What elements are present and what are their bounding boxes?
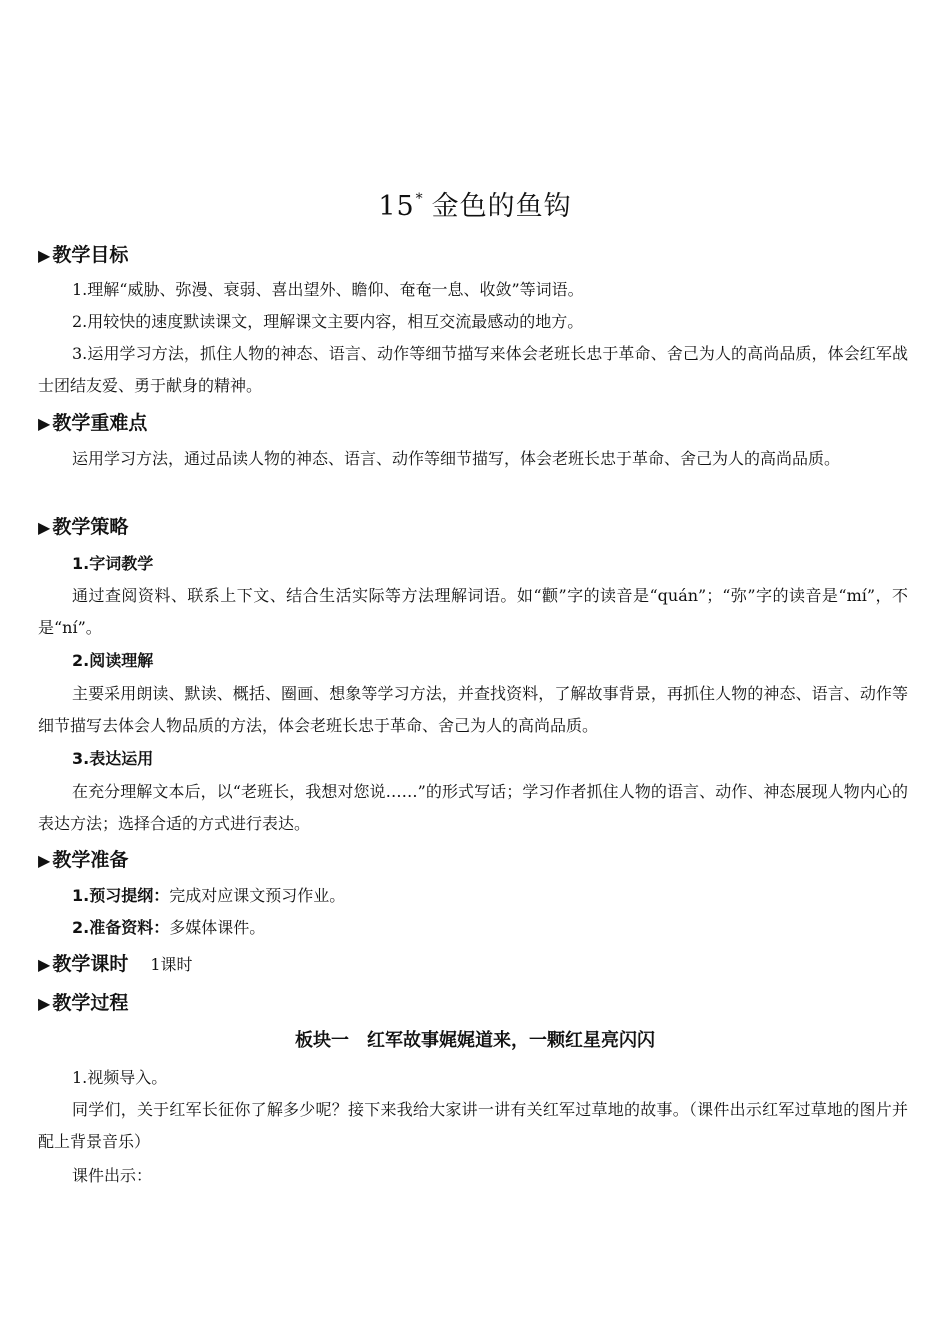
- strategy-text: 通过查阅资料、联系上下文、结合生活实际等方法理解词语。如“颧”字的读音是“quán”；“弥”字的读音是“mí”，不是“ní”。: [38, 586, 908, 637]
- triangle-marker-icon: ▶: [38, 851, 51, 870]
- section-heading-hours: ▶ 教学课时 1课时: [38, 953, 193, 975]
- section-heading-goals: ▶ 教学目标: [38, 244, 129, 266]
- preparation-item: 1.预习提纲：完成对应课文预习作业。: [72, 886, 346, 905]
- triangle-marker-icon: ▶: [38, 414, 51, 433]
- triangle-marker-icon: ▶: [38, 246, 51, 265]
- strategy-text: 在充分理解文本后，以“老班长，我想对您说……”的形式写话；学习作者抓住人物的语言、动作、神态展现人物内心的表达方法；选择合适的方式进行表达。: [38, 782, 908, 833]
- section-heading-strategy: ▶ 教学策略: [38, 516, 129, 538]
- section-heading-preparation: ▶ 教学准备: [38, 849, 129, 871]
- lesson-number: 15: [378, 191, 415, 222]
- strategy-subheading: 1.字词教学: [72, 554, 154, 573]
- lesson-asterisk: *: [415, 191, 424, 207]
- block-title: 板块一 红军故事娓娓道来，一颗红星亮闪闪: [295, 1030, 655, 1051]
- triangle-marker-icon: ▶: [38, 955, 51, 974]
- goal-item: 1.理解“威胁、弥漫、衰弱、喜出望外、瞻仰、奄奄一息、收敛”等词语。: [72, 280, 584, 299]
- section-heading-key-points: ▶ 教学重难点: [38, 412, 148, 434]
- process-line: 同学们，关于红军长征你了解多少呢？接下来我给大家讲一讲有关红军过草地的故事。（课件出示红军过草地的图片并配上背景音乐）: [38, 1100, 908, 1151]
- lesson-title-text: 金色的鱼钩: [431, 191, 572, 222]
- triangle-marker-icon: ▶: [38, 994, 51, 1013]
- process-line: 课件出示：: [72, 1166, 153, 1185]
- strategy-subheading: 3.表达运用: [72, 749, 154, 768]
- process-line: 1.视频导入。: [72, 1068, 168, 1087]
- section-heading-process: ▶ 教学过程: [38, 992, 129, 1014]
- goal-item: 2.用较快的速度默读课文，理解课文主要内容，相互交流最感动的地方。: [72, 312, 584, 331]
- strategy-text: 主要采用朗读、默读、概括、圈画、想象等学习方法，并查找资料，了解故事背景，再抓住人物的神态、语言、动作等细节描写去体会人物品质的方法，体会老班长忠于革命、舍己为人的高尚品质。: [38, 684, 908, 735]
- key-points-text: 运用学习方法，通过品读人物的神态、语言、动作等细节描写，体会老班长忠于革命、舍己为人的高尚品质。: [72, 449, 841, 468]
- triangle-marker-icon: ▶: [38, 518, 51, 537]
- preparation-item: 2.准备资料：多媒体课件。: [72, 918, 266, 937]
- lesson-title: [0, 180, 950, 226]
- hours-value: 1课时: [150, 955, 193, 974]
- strategy-subheading: 2.阅读理解: [72, 651, 154, 670]
- goal-item: 3.运用学习方法，抓住人物的神态、语言、动作等细节描写来体会老班长忠于革命、舍己为人的高尚品质，体会红军战士团结友爱、勇于献身的精神。: [38, 344, 908, 395]
